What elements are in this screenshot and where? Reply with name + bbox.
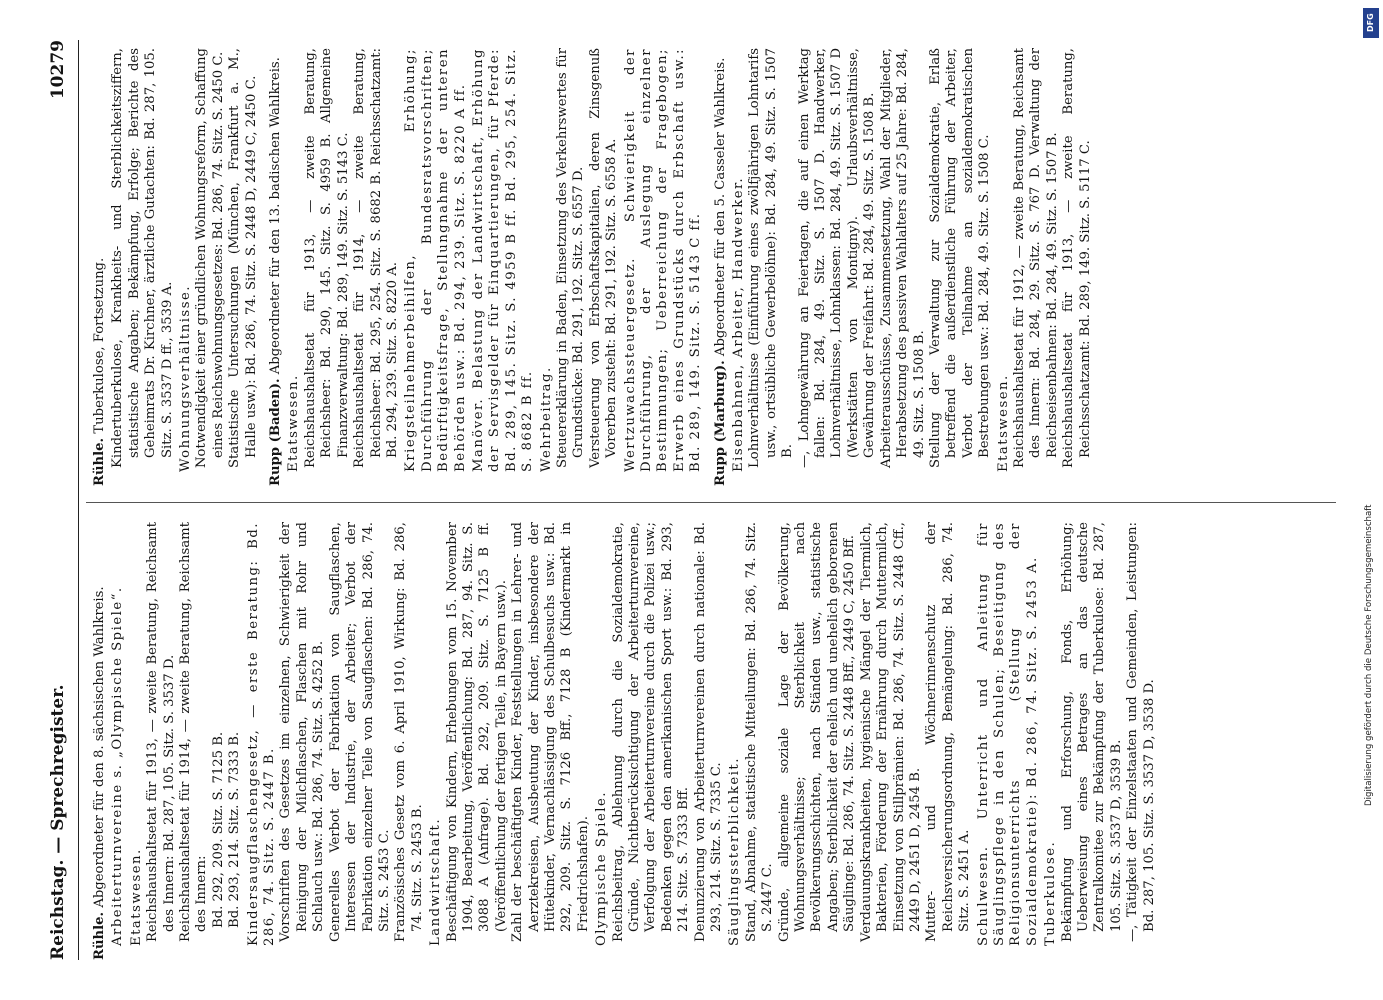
subject-heading: Kriegsteilnehmerbeihilfen, Erhöhung; Durchführung der Bundesratsvorschriften; Bedürftigkeitsfrage, Stellungnahme der unteren Behörden usw.: Bd. 294, 239. Sitz. S. 8220 A ff. xyxy=(403,48,468,472)
entry-name: Rupp (Marburg). xyxy=(712,360,728,486)
subject-heading: Schulwesen. Unterricht und Anleitung für Säuglingspflege in den Schulen; Beseitigung des Religionsunterrichts (Stellung der Sozialdemokratie): Bd. 286, 74. Sitz. S. 2453 A. xyxy=(975,522,1040,946)
entry-name: Rupp (Baden). xyxy=(268,378,284,486)
entry-name: Rühle. xyxy=(92,437,107,486)
reference-line: Statistische Untersuchungen (München, Frankfurt a. M., Halle usw.): Bd. 286, 74. Sitz. S. 2448 D, 2449 C, 2450 C. xyxy=(227,48,259,468)
entry-ruehle-continued xyxy=(92,48,108,486)
entry-lines xyxy=(286,48,704,486)
entry-description: Tuberkulose, Fortsetzung. xyxy=(92,257,107,434)
reference-line: Kindertuberkulose, Krankheits- und Sterblichkeitsziffern, statistische Angaben; Bekämpfung, Erfolge; Berichte des Geheimrats Dr. Kirchner, ärztliche Gutachten: Bd. 287, 105. Sitz. S. 3537 D ff., 3539 A. xyxy=(110,48,175,468)
reference-line: Notwendigkeit einer gründlichen Wohnungsreform, Schaffung eines Reichswohnungsgesetzes: Bd. 286, 74. Sitz. S. 2450 C. xyxy=(194,48,226,468)
reference-line: Bd. 292, 209. Sitz. S. 7125 B. xyxy=(210,731,226,928)
reference-line: Zahl der beschäftigten Kinder, Feststellungen in Lehrer- und Aerztekreisen, Ausbeutung der Kinder, insbesondere der Hütekinder, Vernachlässigung des Schulbesuchs usw.: Bd. 292, 209. Sitz. S. 7126 Bff., 7128 B (Kindermarkt in Friedrichshafen). xyxy=(510,522,591,942)
reference-line: Gründe, allgemeine soziale Lage der Bevölkerung, Wohnungsverhältnisse; Sterblichkeit nach Bevölkerungsschichten, nach Ständen usw., statistische Angaben; Sterblichkeit der ehelich und unehelich geborenen Säuglinge: Bd. 286, 74. Sitz. S. 2448 Bff., 2449 C, 2450 Bff. xyxy=(776,522,858,942)
entry-lines xyxy=(110,522,1158,960)
running-title: Reichstag. — Sprechregister. xyxy=(48,684,68,960)
subject-heading: Arbeiterturnvereine s. „Olympische Spiele“. xyxy=(110,586,126,946)
digitization-stamp xyxy=(1362,6,1380,996)
subject-heading: Säuglingssterblichkeit. xyxy=(727,757,743,946)
dfg-logo: DFG xyxy=(1363,8,1379,38)
entry-ruehle xyxy=(92,522,108,960)
reference-line: Reichshaushaltsetat für 1913, — zweite Beratung, Reichsamt des Innern: Bd. 287, 105. Sitz. S. 3537 D. xyxy=(145,522,177,942)
entry-description: Abgeordneter für den 13. badischen Wahlkreis. xyxy=(268,57,284,375)
reference-line: Mutter- und Wöchnerinnenschutz der Reichsversicherungsordnung, Bemängelung: Bd. 286, 74. Sitz. S. 2451 A. xyxy=(924,522,973,942)
reference-line: Stand, Abnahme, statistische Mitteilungen: Bd. 286, 74. Sitz. S. 2447 C. xyxy=(743,522,776,942)
subject-heading: Kindersaugflaschengesetz, — erste Beratung: Bd. 286, 74. Sitz. S. 2447 B. xyxy=(245,522,278,946)
subject-heading: Etatswesen. xyxy=(286,374,302,472)
reference-line: Reichshaushaltsetat für 1914, — zweite Beratung, Reichsamt des Innern: xyxy=(178,522,210,942)
reference-line: Reichsbeitrag, Ablehnung durch die Sozialdemokratie, Gründe, Nichtberücksichtigung der Arbeiterturnvereine, Verfolgung der Arbeiterturnvereine durch die Polizei usw.; Bedenken gegen den amerikanischen Sport usw.: Bd. 293, 214. Sitz. S. 7333 Bff. xyxy=(610,522,692,942)
subject-heading: Etatswesen. xyxy=(995,374,1011,472)
subject-heading: Etatswesen. xyxy=(128,848,144,946)
subject-heading: Tuberkulose. xyxy=(1043,840,1059,946)
entry-name: Rühle. xyxy=(92,911,107,960)
reference-line: Generelles Verbot der Fabrikation von Saugflaschen, Interessen der Industrie, der Arbeiter; Verbot der Fabrikation einzelner Teile von Saugflaschen: Bd. 286, 74. Sitz. S. 2453 C. xyxy=(327,522,392,942)
reference-line: Lohnverhältnisse (Einführung eines zwölfjährigen Lohntarifs usw., ortsübliche Gewerbelöhne): Bd. 284, 49. Sitz. S. 1507 B. xyxy=(747,48,796,468)
header-rule xyxy=(78,40,79,960)
entry-rupp-baden xyxy=(268,48,284,486)
digitization-credit: Digitalisierung gefördert durch die Deutsche Forschungsgemeinschaft xyxy=(1364,504,1374,806)
subject-heading: Wohnungsverhältnisse. xyxy=(178,285,194,472)
column-right xyxy=(92,48,1332,486)
column-divider xyxy=(86,502,1336,503)
reference-line: Verdauungskrankheiten, hygienische Mängel der Tiermilch, Bakterien, Förderung der Ernährung durch Muttermilch, Einsetzung von Stillprämien: Bd. 286, 74. Sitz. S. 2448 Cff., 2449 D, 2451 D, 2454 B. xyxy=(858,522,923,942)
reference-line: Versteuerung von Erbschaftskapitalien, deren Zinsgenuß Vorerben zusteht: Bd. 291, 192. Sitz. S. 6558 A. xyxy=(587,48,620,468)
entry-lines xyxy=(731,48,1094,486)
reference-line: Reichshaushaltsetat für 1912, — zweite Beratung, Reichsamt des Innern: Bd. 284, 29. Sitz. S. 767 D. Verwaltung der Reichseisenbahnen: Bd. 284, 49. Sitz. S. 1507 B. xyxy=(1011,48,1060,468)
reference-line: Steuererklärung in Baden, Einsetzung des Verkehrswertes für Grundstücke: Bd. 291, 192. Sitz. S. 6557 D. xyxy=(554,48,587,468)
column-left xyxy=(92,522,1332,960)
reference-line: —, Tätigkeit der Einzelstaaten und Gemeinden, Leistungen: Bd. 287, 105. Sitz. S. 3537 D, 3538 D. xyxy=(1125,522,1157,942)
entry-rupp-marburg xyxy=(713,48,729,486)
reference-line: Reichshaushaltsetat für 1914, — zweite Beratung, Reichsheer: Bd. 295, 254. Sitz. S. 8682 B. Reichsschatzamt: Bd. 294, 239. Sitz. S. 8220 A. xyxy=(352,48,400,468)
page-number: 10279 xyxy=(48,40,68,100)
reference-line: Arbeiterausschüsse, Zusammensetzung, Wahl der Mitglieder, Herabsetzung des passiven Wahlalters auf 25 Jahre: Bd. 284, 49. Sitz. S. 1508 B. xyxy=(878,48,927,468)
reference-line: Bekämpfung und Erforschung, Fonds, Erhöhung; Ueberweisung eines Betrages an das deutsche Zentralkomitee zur Bekämpfung der Tuberkulose: Bd. 287, 105. Sitz. S. 3537 D, 3539 B. xyxy=(1059,522,1124,942)
subject-heading: Manöver. Belastung der Landwirtschaft, Erhöhung der Servisgelder für Einquartierungen, für Pferde: Bd. 289, 145. Sitz. S. 4959 B ff. Bd. 295, 254. Sitz. S. 8682 B ff. xyxy=(470,48,536,472)
reference-line: Beschäftigung von Kindern, Erhebungen vom 15. November 1904, Bearbeitung, Veröffentlichung: Bd. 287, 94. Sitz. S. 3088 A (Anfrage). Bd. 292, 209. Sitz. S. 7125 B ff. (Veröffentlichung der fertigen Teile, in Bayern usw.). xyxy=(444,522,509,942)
entry-lines xyxy=(110,48,260,486)
reference-line: Reichshaushaltsetat für 1913, — zweite Beratung, Reichsheer: Bd. 290, 145. Sitz. S. 4959 B. Allgemeine Finanzverwaltung: Bd. 289, 149. Sitz. S. 5143 C. xyxy=(302,48,351,468)
reference-line: Französisches Gesetz vom 6. April 1910, Wirkung: Bd. 286, 74. Sitz. S. 2453 B. xyxy=(393,522,425,942)
reference-line: Vorschriften des Gesetzes im einzelnen, Schwierigkeit der Reinigung der Milchflaschen, Flaschen mit Rohr und Schlauch usw.: Bd. 286, 74. Sitz. S. 4252 B. xyxy=(278,522,327,942)
subject-heading: Olympische Spiele. xyxy=(594,791,610,946)
reference-line: Bd. 293, 214. Sitz. S. 7333 B. xyxy=(227,731,243,928)
reference-line: Reichshaushaltsetat für 1913, — zweite Beratung, Reichsschatzamt: Bd. 289, 149. Sitz. S. 5117 C. xyxy=(1061,48,1093,468)
reference-line: Denunzierung von Arbeiterturnvereinen durch nationale: Bd. 293, 214. Sitz. S. 7335 C. xyxy=(692,522,725,942)
entry-description: Abgeordneter für den 8. sächsischen Wahlkreis. xyxy=(92,586,107,908)
subject-heading: Wertzuwachssteuergesetz. Schwierigkeit der Durchführung, der Auslegung einzelner Bestimmungen; Ueberreichung der Fragebogen; Erwerb eines Grundstücks durch Erbschaft usw.: Bd. 289, 149. Sitz. S. 5143 C ff. xyxy=(622,48,704,472)
reference-line: —, Lohngewährung an Feiertagen, die auf einen Werktag fallen: Bd. 284, 49. Sitz. S. 1507 D. Handwerker, Lohnverhältnisse, Lohnklassen: Bd. 284, 49. Sitz. S. 1507 D (Werkstätten von Montigny). Urlaubsverhältnisse, Gewährung der Freifahrt: Bd. 284, 49. Sitz. S. 1508 B. xyxy=(796,48,878,468)
entry-description: Abgeordneter für den 5. Casseler Wahlkreis. xyxy=(712,57,728,357)
subject-heading: Eisenbahnen, Arbeiter, Handwerker. xyxy=(731,176,747,472)
reference-line: Stellung der Verwaltung zur Sozialdemokratie, Erlaß betreffend die außerdienstliche Führung der Arbeiter, Verbot der Teilnahme an sozialdemokratischen Bestrebungen usw.: Bd. 284, 49. Sitz. S. 1508 C. xyxy=(927,48,993,468)
subject-heading: Landwirtschaft. xyxy=(428,817,444,946)
subject-heading: Wehrbeitrag. xyxy=(538,366,554,472)
page-header xyxy=(48,40,72,960)
